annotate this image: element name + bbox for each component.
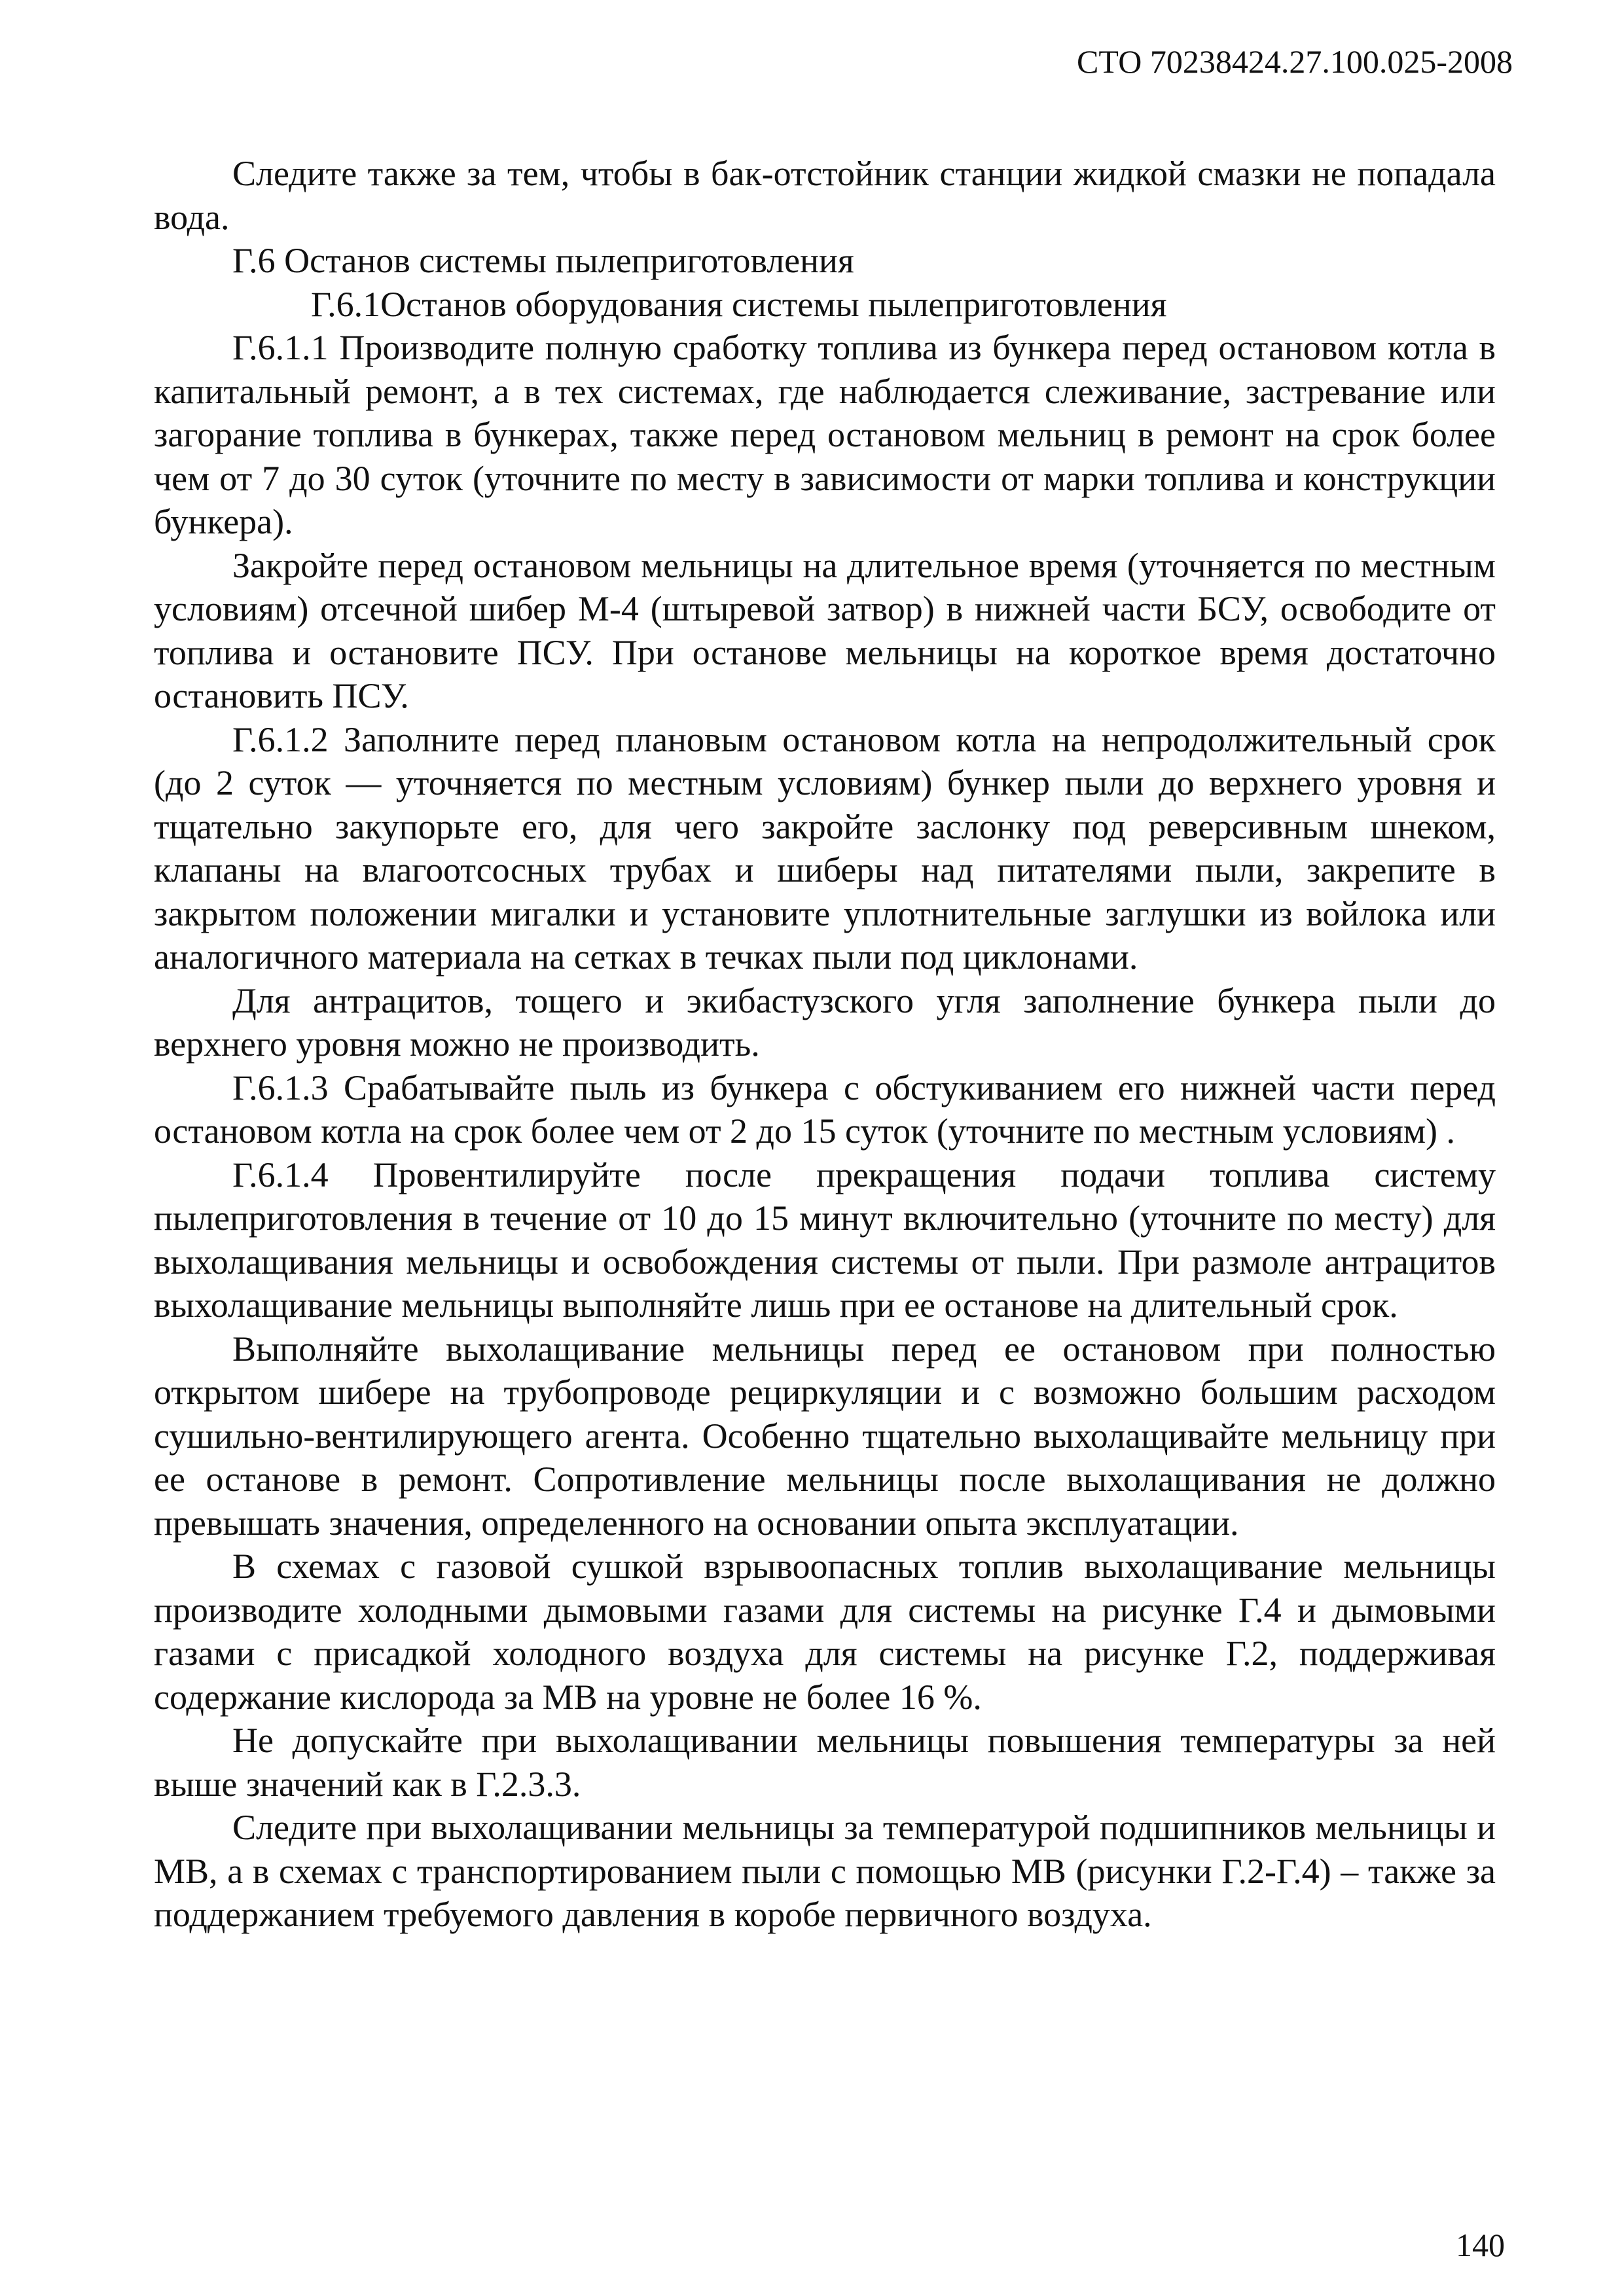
paragraph-bearings: Следите при выхолащивании мельницы за температурой подшипников мельницы и МВ, а в схемах с транспортированием пыли с помощью МВ (рисунки Г.2-Г.4) – также за поддержанием требуемого давления в коробе первичного воздуха.	[154, 1808, 1496, 1934]
paragraph-g613: Г.6.1.3 Срабатывайте пыль из бункера с обстукиванием его нижней части перед остановом котла на срок более чем от 2 до 15 суток (уточните по местным условиям) .	[154, 1067, 1496, 1151]
paragraph-cooling: Выполняйте выхолащивание мельницы перед ее остановом при полностью открытом шибере на трубопроводе рециркуляции и с возможно большим расходом сушильно-вентилирующего агента. Особенно тщательно выхолащивайте мельницу при ее останове в ремонт. Сопротивление мельницы после выхолащивания не должно превышать значения, определенного на основании опыта эксплуатации.	[154, 1329, 1496, 1543]
section-title-g61: Останов оборудования системы пылеприготовления	[380, 284, 1167, 324]
paragraph-close-gate: Закройте перед остановом мельницы на длительное время (уточняется по местным условиям) отсечной шибер М-4 (штыревой затвор) в нижней части БСУ, освободите от топлива и остановите ПСУ. При останове мельницы на короткое время достаточно остановить ПСУ.	[154, 545, 1496, 715]
paragraph-g612: Г.6.1.2 Заполните перед плановым остановом котла на непродолжительный срок (до 2 суток — уточняется по местным условиям) бункер пыли до верхнего уровня и тщательно закупорьте его, для чего закройте заслонку под реверсивным шнеком, клапаны на влагоотсосных трубах и шиберы над питателями пыли, закрепите в закрытом положении мигалки и установите уплотнительные заглушки из войлока или аналогичного материала на сетках в течках пыли под циклонами.	[154, 719, 1496, 977]
paragraph-temperature: Не допускайте при выхолащивании мельницы повышения температуры за ней выше значений как в Г.2.3.3.	[154, 1721, 1496, 1804]
paragraph-anthracite: Для антрацитов, тощего и экибастузского угля заполнение бункера пыли до верхнего уровня можно не производить.	[154, 980, 1496, 1064]
paragraph-g611: Г.6.1.1 Производите полную сработку топлива из бункера перед остановом котла в капитальный ремонт, а в тех системах, где наблюдается слеживание, застревание или загорание топлива в бункерах, также перед остановом мельниц в ремонт на срок более чем от 7 до 30 суток (уточните по месту в зависимости от марки топлива и конструкции бункера).	[154, 328, 1496, 541]
paragraph-gas-drying: В схемах с газовой сушкой взрывоопасных топлив выхолащивание мельницы производите холодными дымовыми газами для системы на рисунке Г.4 и дымовыми газами с присадкой холодного воздуха для системы на рисунке Г.2, поддерживая содержание кислорода за МВ на уровне не более 16 %.	[154, 1547, 1496, 1717]
paragraph-intro: Следите также за тем, чтобы в бак-отстойник станции жидкой смазки не попадала вода.	[154, 154, 1496, 237]
document-code: СТО 70238424.27.100.025-2008	[1077, 43, 1513, 80]
page-number: 140	[1456, 2227, 1505, 2263]
document-body	[154, 152, 1496, 1937]
paragraph-g614: Г.6.1.4 Провентилируйте после прекращения подачи топлива систему пылеприготовления в течение от 10 до 15 минут включительно (уточните по месту) для выхолащивания мельницы и освобождения системы от пыли. При размоле антрацитов выхолащивание мельницы выполняйте лишь при ее останове на длительный срок.	[154, 1155, 1496, 1325]
section-number-g61: Г.6.1	[311, 284, 381, 324]
section-heading-g6: Г.6 Останов системы пылеприготовления	[232, 241, 854, 280]
section-heading-g61	[154, 283, 1496, 327]
